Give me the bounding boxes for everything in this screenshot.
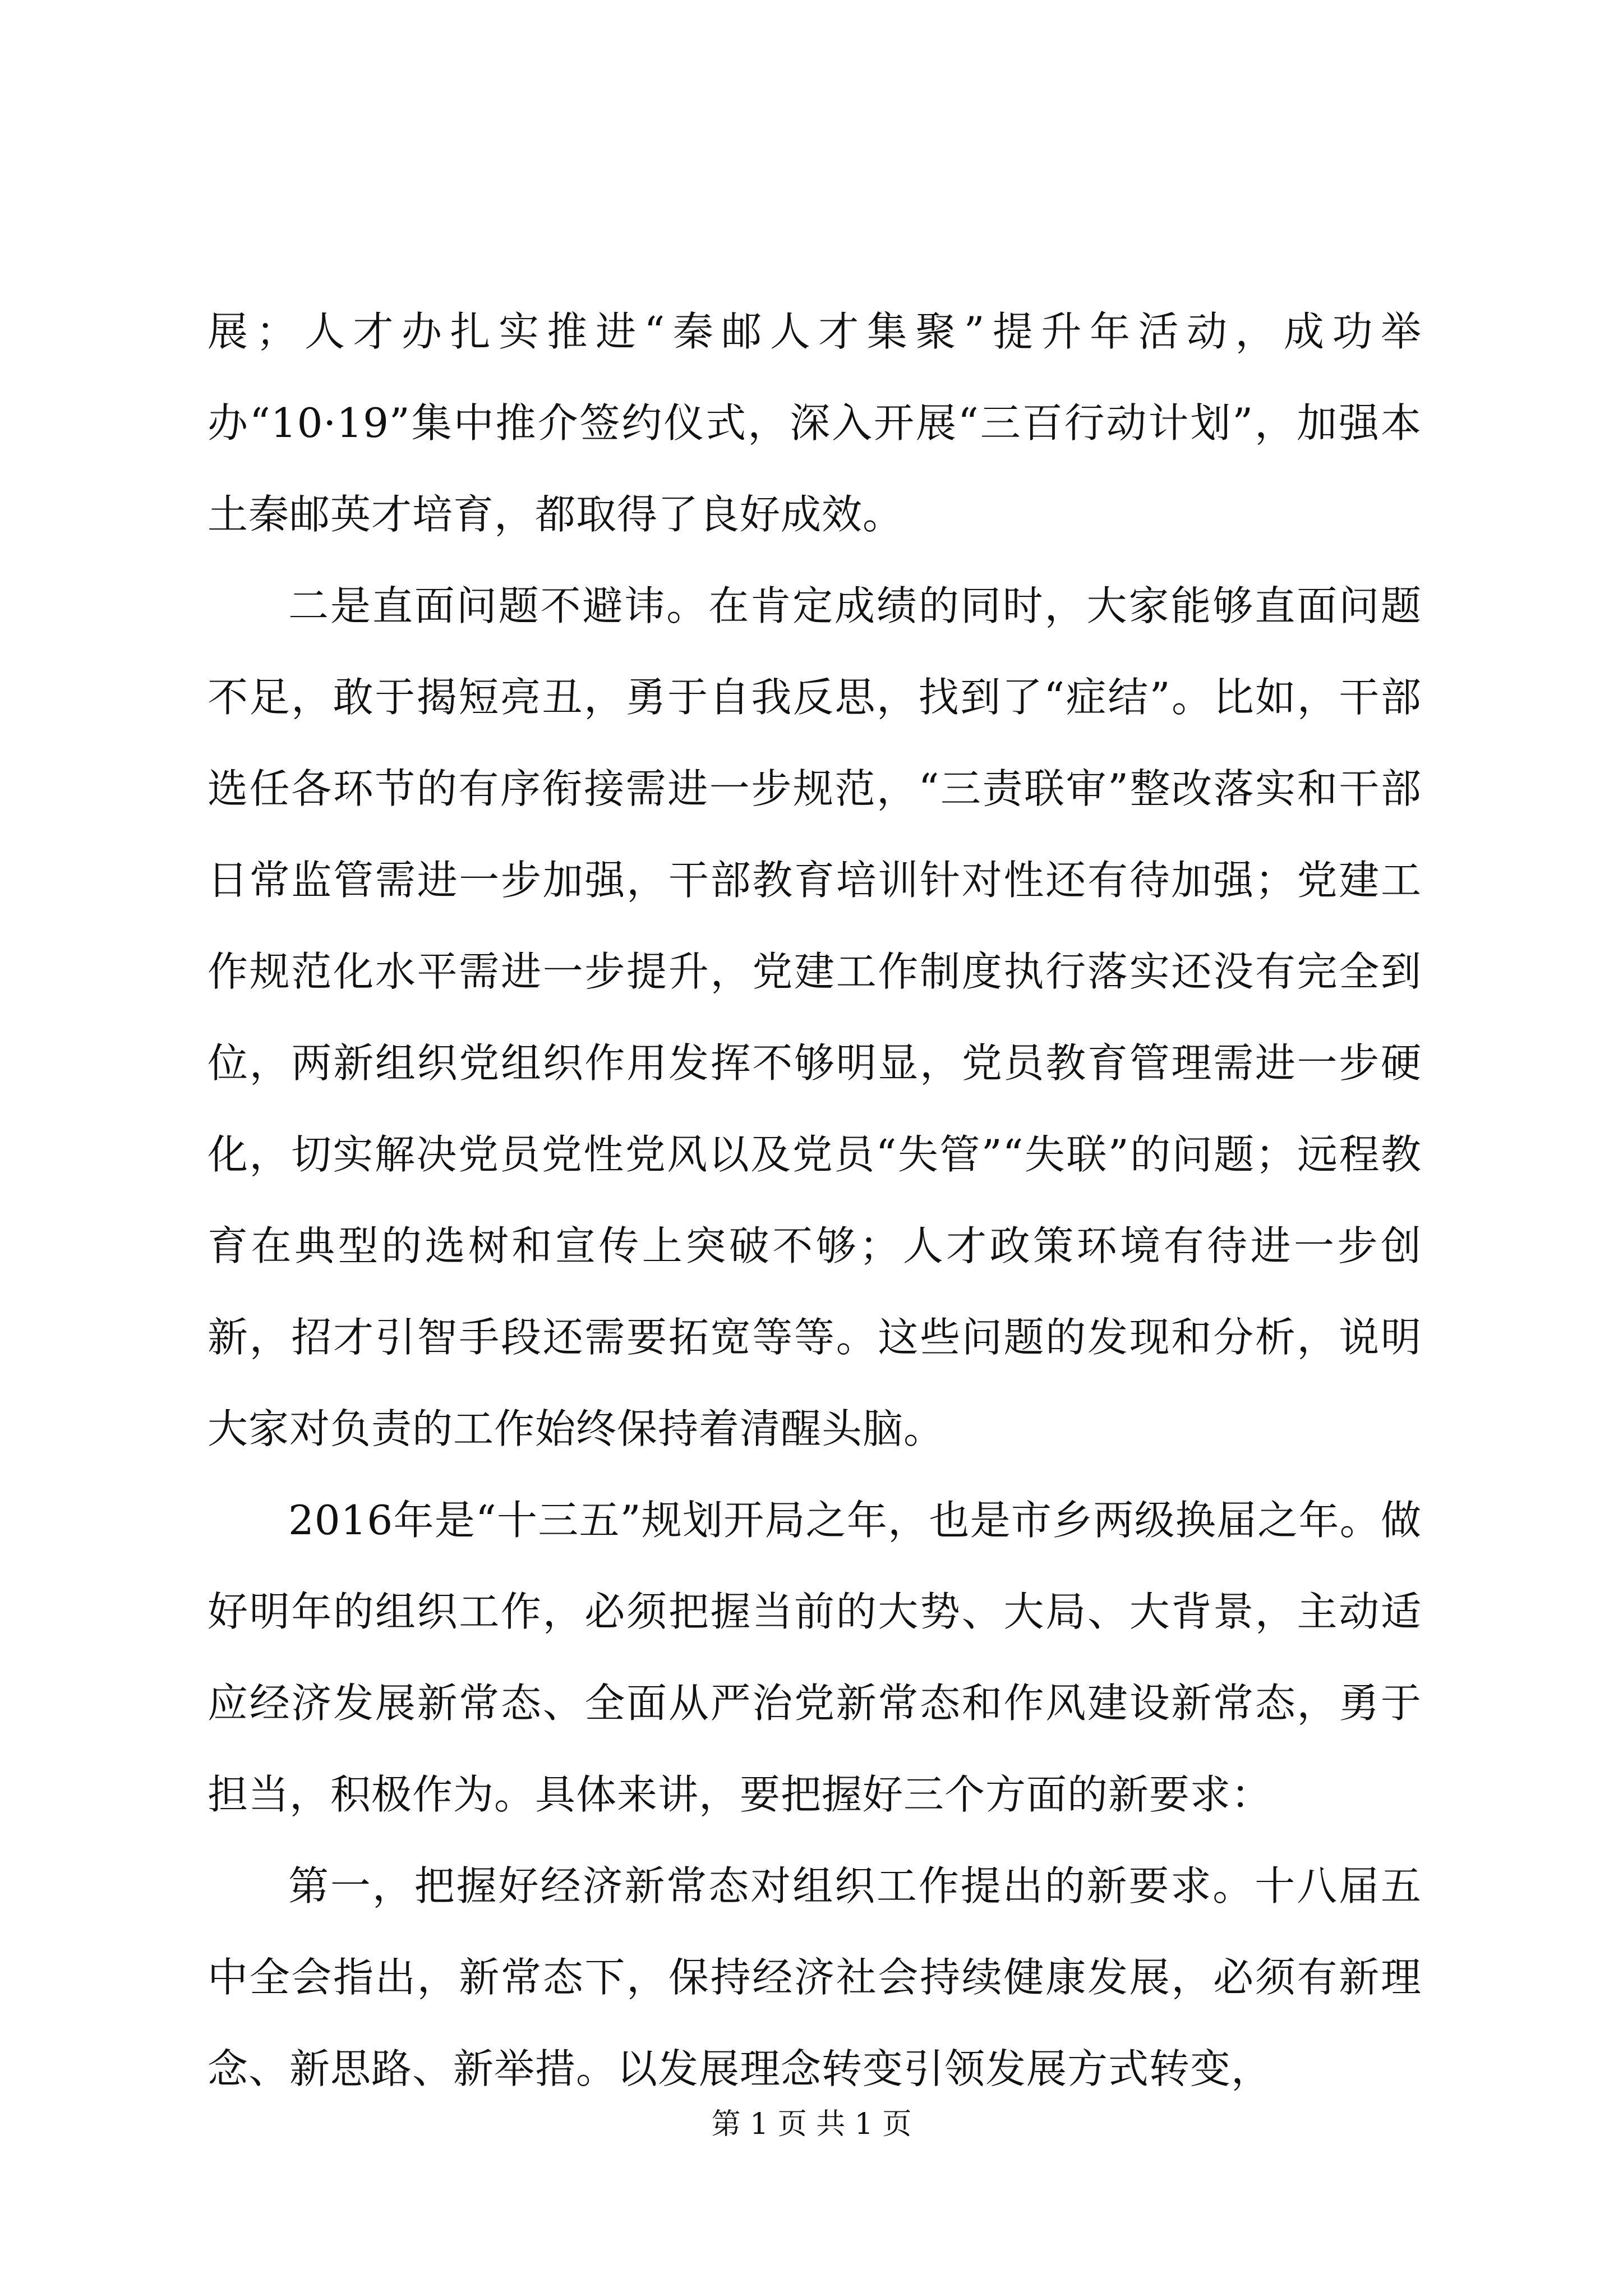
page-footer: 第 1 页 共 1 页 bbox=[711, 2108, 912, 2141]
document-body bbox=[208, 286, 1422, 2115]
paragraph-continuation: 展；人才办扎实推进“秦邮人才集聚”提升年活动，成功举办“10·19”集中推介签约仪式，深入开展“三百行动计划”，加强本土秦邮英才培育，都取得了良好成效。 bbox=[208, 308, 1422, 538]
paragraph-2016-outlook: 2016年是“十三五”规划开局之年，也是市乡两级换届之年。做好明年的组织工作，必须把握当前的大势、大局、大背景，主动适应经济发展新常态、全面从严治党新常态和作风建设新常态，勇于担当，积极作为。具体来讲，要把握好三个方面的新要求： bbox=[208, 1497, 1422, 1818]
paragraph-problems: 二是直面问题不避讳。在肯定成绩的同时，大家能够直面问题不足，敢于揭短亮丑，勇于自我反思，找到了“症结”。比如，干部选任各环节的有序衔接需进一步规范，“三责联审”整改落实和干部日常监管需进一步加强，干部教育培训针对性还有待加强；党建工作规范化水平需进一步提升，党建工作制度执行落实还没有完全到位，两新组织党组织作用发挥不够明显，党员教育管理需进一步硬化，切实解决党员党性党风以及党员“失管”“失联”的问题；远程教育在典型的选树和宣传上突破不够；人才政策环境有待进一步创新，招才引智手段还需要拓宽等等。这些问题的发现和分析，说明大家对负责的工作始终保持着清醒头脑。 bbox=[208, 582, 1422, 1452]
paragraph-first-requirement: 第一，把握好经济新常态对组织工作提出的新要求。十八届五中全会指出，新常态下，保持经济社会持续健康发展，必须有新理念、新思路、新举措。以发展理念转变引领发展方式转变， bbox=[208, 1862, 1422, 2092]
